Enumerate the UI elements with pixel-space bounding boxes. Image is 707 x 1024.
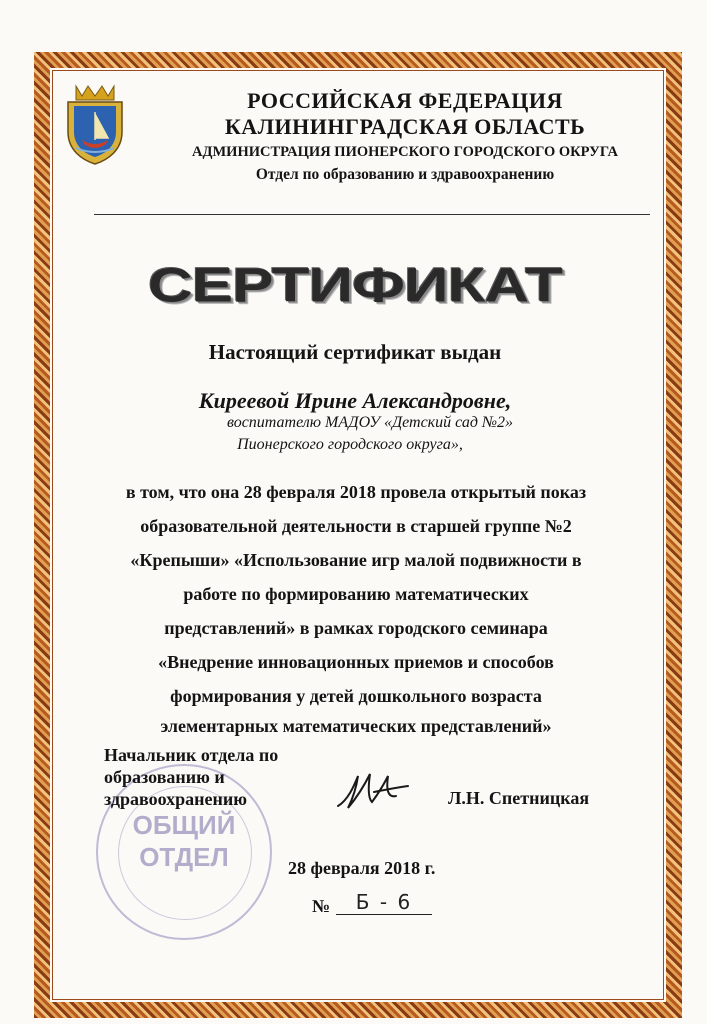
body-line: «Крепыши» «Использование игр малой подвижности в [130,550,582,570]
body-line: образовательной деятельности в старшей группе №2 [140,516,572,536]
recipient-position-line-2: Пионерского городского округа», [237,436,463,453]
header-region: КАЛИНИНГРАДСКАЯ ОБЛАСТЬ [224,114,586,139]
header-country: РОССИЙСКАЯ ФЕДЕРАЦИЯ [247,88,563,113]
coat-of-arms-icon [62,82,128,166]
body-line: работе по формированию математических [183,584,529,604]
handwritten-signature-icon [334,766,414,814]
signer-title [104,744,278,810]
signer-title-line-3: здравоохранению [104,789,248,809]
signer-title-line-2: образованию и [104,767,225,787]
certificate-title: СЕРТИФИКАТ [148,258,562,313]
issued-to-text: Настоящий сертификат выдан [208,340,502,364]
recipient-position-line-1: воспитателю МАДОУ «Детский сад №2» [226,414,514,431]
body-line: в том, что она 28 февраля 2018 провела открытый показ [125,482,587,502]
body-line: «Внедрение инновационных приемов и способов [158,652,554,672]
header-administration: АДМИНИСТРАЦИЯ ПИОНЕРСКОГО ГОРОДСКОГО ОКРУГА [192,144,618,160]
signer-title-line-1: Начальник отдела по [104,745,279,765]
number-label: № [312,896,331,916]
stamp-text-line-2: ОТДЕЛ [139,842,229,872]
issue-date: 28 февраля 2018 г. [288,858,436,878]
body-line: формирования у детей дошкольного возраста [170,686,542,706]
certificate-number: Б - 6 [336,890,432,915]
recipient-name: Киреевой Ирине Александровне, [198,388,512,413]
stamp-text-line-1: ОБЩИЙ [132,810,236,840]
header-divider [94,214,650,215]
body-line: элементарных математических представлений» [160,716,552,736]
signer-name: Л.Н. Спетницкая [448,788,590,808]
header-department: Отдел по образованию и здравоохранению [255,166,555,183]
body-line: представлений» в рамках городского семинара [164,618,548,638]
